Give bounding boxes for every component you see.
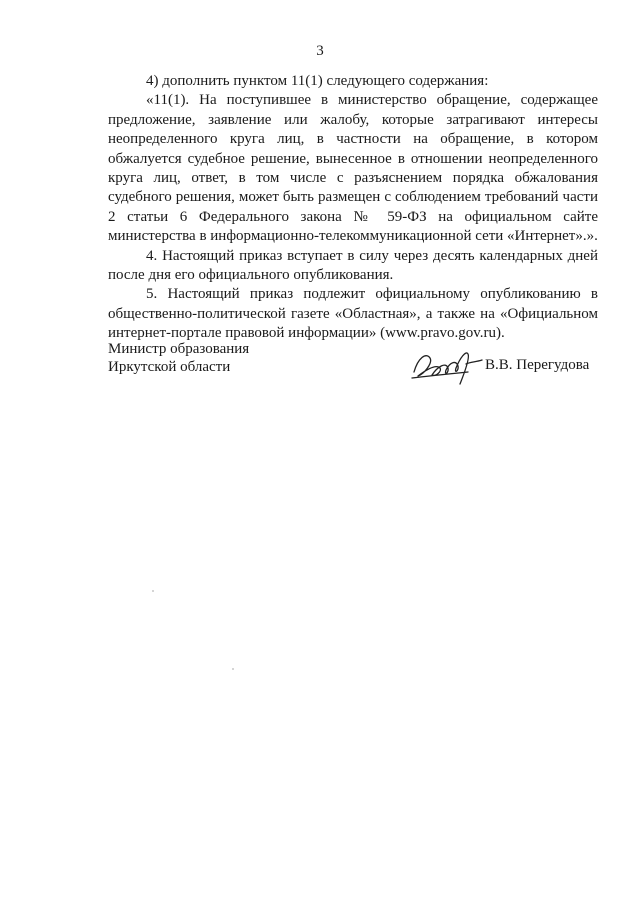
handwritten-signature <box>408 344 486 388</box>
paragraph-clause-11-1: «11(1). На поступившее в министерство обращение, содержащее предложение, заявление или жалобу, которые затрагивают интересы неопределенного круга лиц, в частности на обращение, в котором обжалуется судебное решение, вынесенное в отношении неопределенного круга лиц, ответ, в том числе с разъяснением порядка обжалования судебного решения, может быть размещен с соблюдением требований части 2 статьи 6 Федерального закона № 59-ФЗ на официальном сайте министерства в информационно-телекоммуникационной сети «Интернет».». <box>108 92 598 245</box>
scan-speck <box>152 590 154 592</box>
page-number: 3 <box>316 43 324 59</box>
signature-block <box>108 340 598 390</box>
scan-speck <box>232 668 234 670</box>
signatory-position-line-1: Министр образования <box>108 341 250 357</box>
signatory-position-line-2: Иркутской области <box>108 359 231 375</box>
signatory-name: В.В. Перегудова <box>485 357 590 373</box>
paragraph-amendment-intro: 4) дополнить пунктом 11(1) следующего содержания: <box>146 73 489 89</box>
signatory-position <box>108 340 249 376</box>
paragraph-publication: 5. Настоящий приказ подлежит официальному опубликованию в общественно-политической газете «Областная», а также на «Официальном интернет-портале правовой информации» (www.pravo.gov.ru). <box>108 286 598 342</box>
document-body <box>108 72 598 344</box>
paragraph-entry-into-force: 4. Настоящий приказ вступает в силу через десять календарных дней после дня его официального опубликования. <box>108 247 598 284</box>
